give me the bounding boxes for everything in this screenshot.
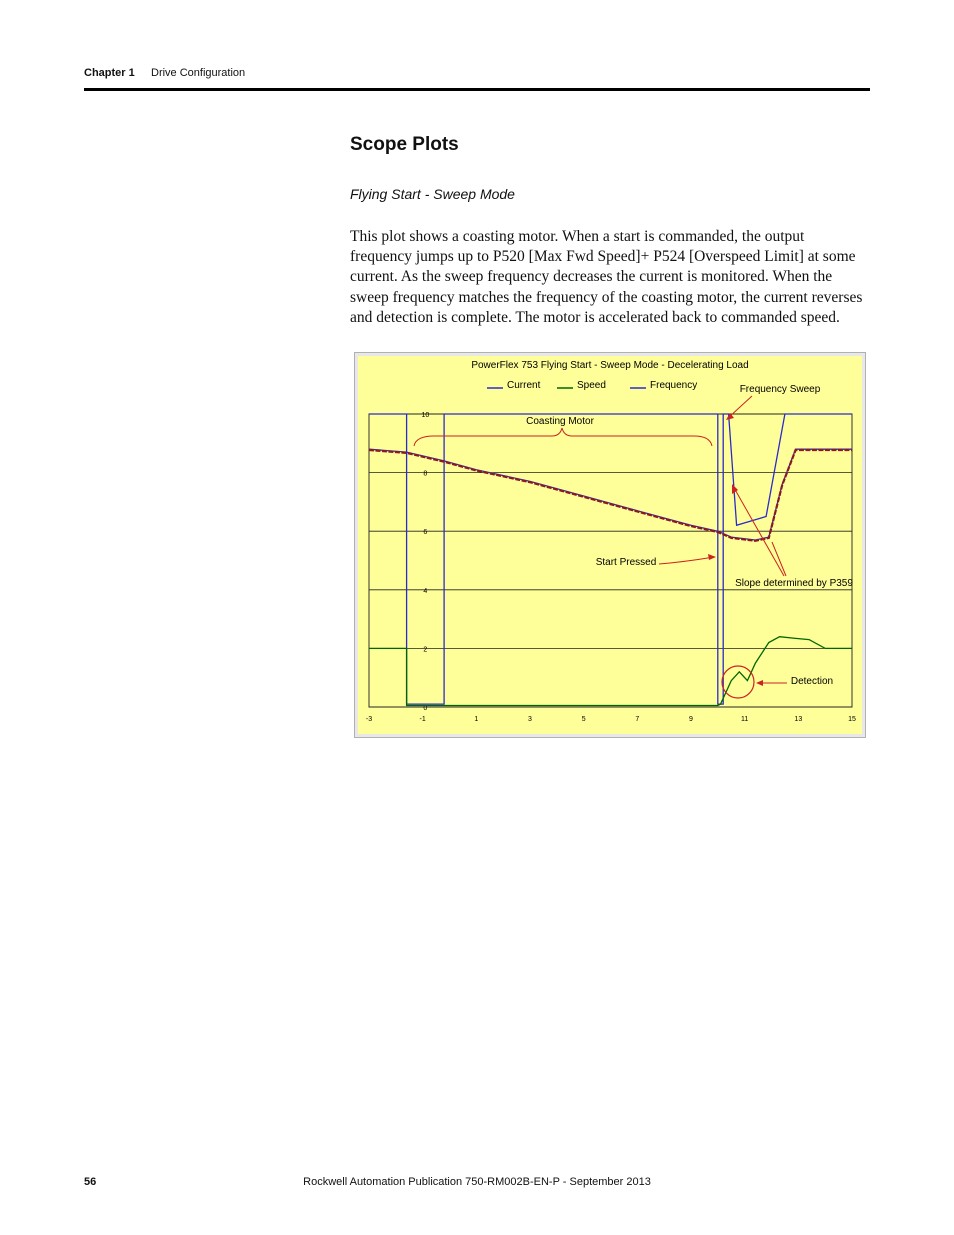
x-tick-label: 3	[528, 716, 532, 723]
legend-label: Speed	[577, 380, 606, 391]
x-tick-label: -1	[419, 716, 426, 723]
legend-label: Current	[507, 380, 541, 391]
annotation-label: Start Pressed	[595, 557, 657, 568]
legend-label: Frequency	[650, 380, 698, 391]
chart-title: PowerFlex 753 Flying Start - Sweep Mode - Decelerating Load	[471, 360, 749, 371]
annotation-label: Frequency Sweep	[739, 384, 821, 395]
x-tick-label: 15	[848, 716, 856, 723]
header-rule	[84, 88, 870, 91]
y-tick-label: 4	[423, 587, 428, 595]
annotation-label: Slope determined by P359	[735, 578, 853, 589]
x-tick-label: 13	[794, 716, 803, 723]
annotation-label: Detection	[790, 676, 834, 687]
y-tick-label: 0	[423, 705, 428, 712]
scope-plot-figure	[354, 352, 866, 738]
x-tick-label: 1	[474, 716, 479, 723]
scope-plot-chart	[354, 352, 866, 738]
y-tick-label: 6	[423, 529, 428, 537]
annotation-label: Coasting Motor	[526, 416, 594, 427]
publication-footer: Rockwell Automation Publication 750-RM002B-EN-P - September 2013	[303, 1176, 651, 1188]
x-tick-label: 5	[581, 716, 586, 723]
x-tick-label: -3	[365, 716, 373, 723]
y-tick-label: 8	[423, 470, 428, 478]
y-tick-label: 2	[423, 646, 428, 654]
running-header	[84, 67, 246, 79]
y-tick-label: 10	[421, 412, 430, 419]
figure-subtitle: Flying Start - Sweep Mode	[350, 186, 515, 202]
x-tick-label: 9	[689, 716, 693, 723]
page-title: Scope Plots	[350, 134, 459, 155]
page-number: 56	[84, 1176, 97, 1188]
x-tick-label: 11	[741, 716, 749, 723]
x-tick-label: 7	[635, 716, 640, 723]
chart-background	[358, 356, 862, 734]
chart-legend	[487, 380, 697, 391]
section-label: Drive Configuration	[151, 67, 246, 79]
body-paragraph: This plot shows a coasting motor. When a start is commanded, the output frequency jumps up to P520 [Max Fwd Speed]+ P524 [Overspeed Limit] at some current. As the sweep frequency decreases the current is monitored. When the sweep frequency matches the frequency of the coasting motor, the current reverses and detection is complete. The motor is accelerated back to commanded speed.	[350, 228, 863, 326]
chapter-label: Chapter 1	[84, 67, 135, 79]
